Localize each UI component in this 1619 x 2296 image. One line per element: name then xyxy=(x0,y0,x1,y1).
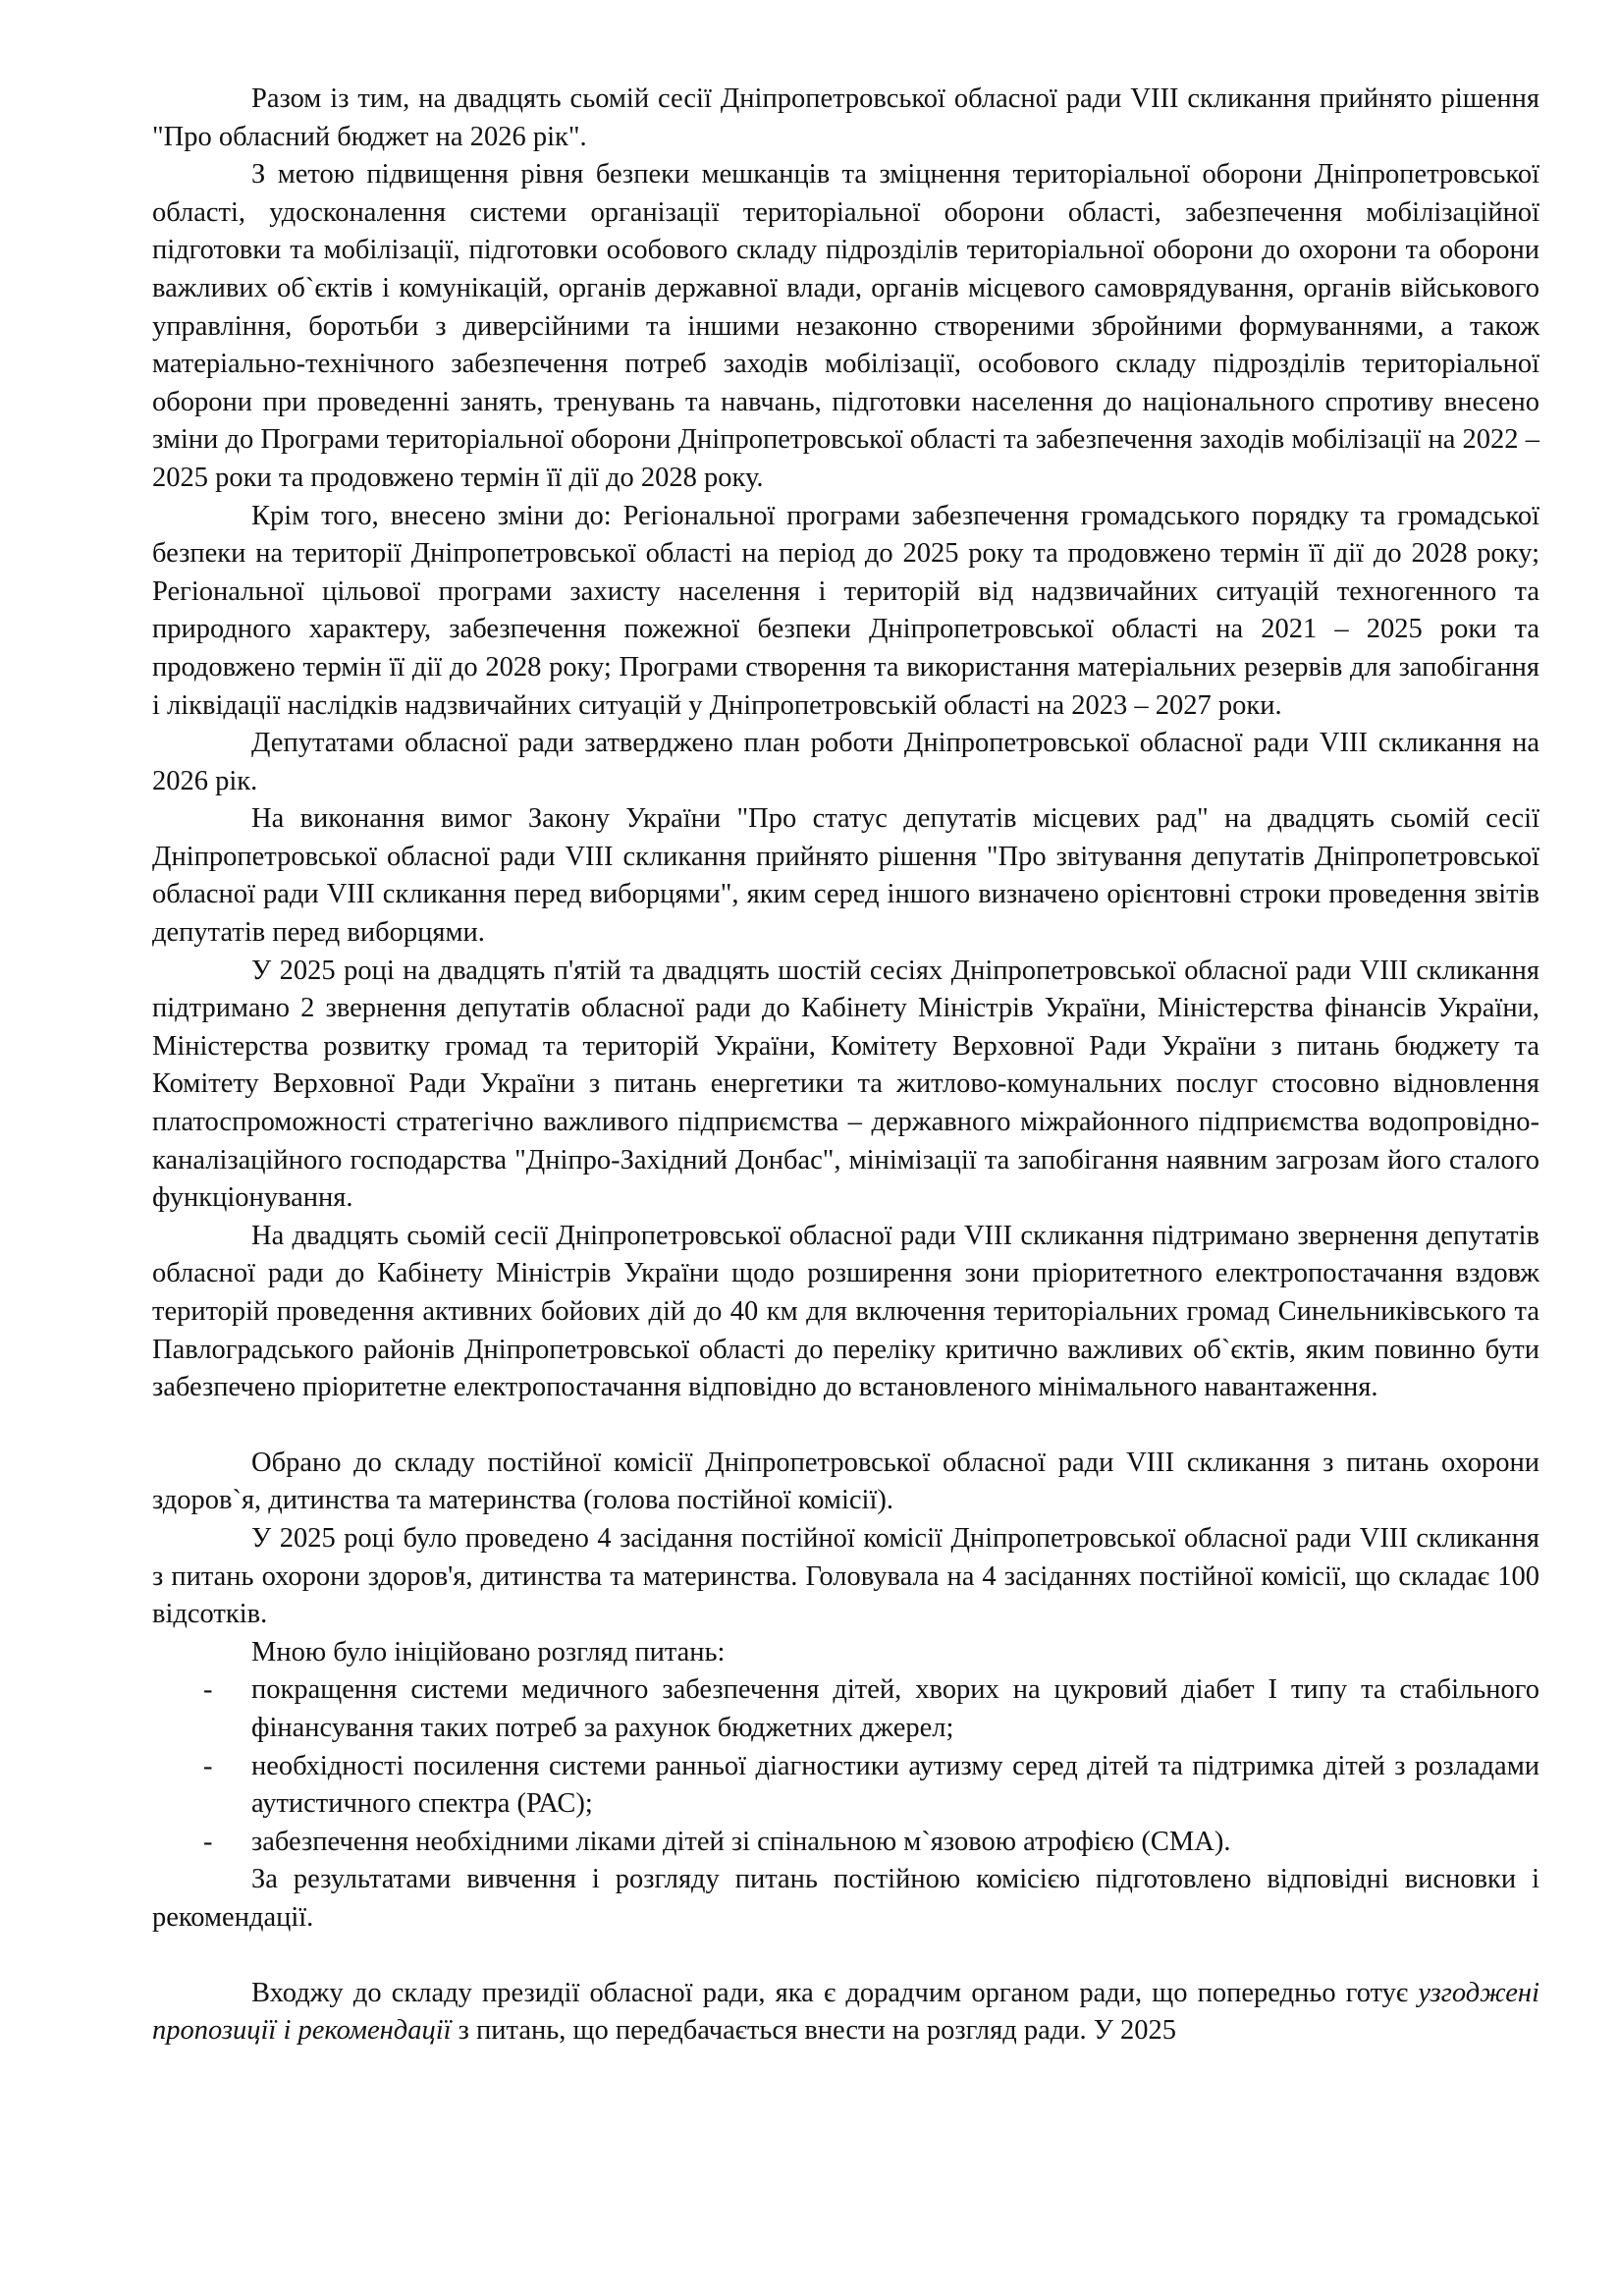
list-item-text: покращення системи медичного забезпечення дітей, хворих на цукровий діабет I типу та стабільного фінансування таких потреб за рахунок бюджетних джерел; xyxy=(251,1674,1539,1743)
paragraph-deputy-reports: На виконання вимог Закону України "Про статус депутатів місцевих рад" на двадцять сьомій сесії Дніпропетровської обласної ради VIII скликання прийнято рішення "Про звітування депутатів Дніпропетровської обласної ради VIII скликання перед виборцями", яким серед іншого визначено орієнтовні строки проведення звітів депутатів перед виборцями. xyxy=(152,803,1539,949)
list-item xyxy=(152,1671,1539,1747)
list-dash: - xyxy=(203,1674,213,1706)
paragraph-electricity-appeal: На двадцять сьомій сесії Дніпропетровської обласної ради VIII скликання підтримано звернення депутатів обласної ради до Кабінету Міністрів України щодо розширення зони пріоритетного електропостачання вздовж територій проведення активних бойових дій до 40 км для включення територіальних громад Синельниківського та Павлоградського районів Дніпропетровської області до переліку критично важливих об`єктів, яким повинно бути забезпечено пріоритетне електропостачання відповідно до встановленого мінімального навантаження. xyxy=(152,1220,1539,1403)
paragraph-presidium xyxy=(152,1975,1539,2050)
list-item-text: забезпечення необхідними ліками дітей зі спінальною м`язовою атрофією (СМА). xyxy=(251,1826,1231,1857)
initiated-issues-list xyxy=(152,1671,1539,1861)
list-item xyxy=(152,1824,1539,1862)
presidium-emphasis: узгоджені пропозиції і рекомендації xyxy=(152,1977,1539,2047)
paragraph-work-plan-2026: Депутатами обласної ради затверджено план роботи Дніпропетровської обласної ради VIII скликання на 2026 рік. xyxy=(152,728,1539,796)
paragraph-commission-meetings: У 2025 році було проведено 4 засідання постійної комісії Дніпропетровської обласної ради VIII скликання з питань охорони здоров'я, дитинства та материнства. Головувала на 4 засіданнях постійної комісії, що складає 100 відсотків. xyxy=(152,1522,1539,1630)
paragraph-commission-membership: Обрано до складу постійної комісії Дніпропетровської обласної ради VIII скликання з питань охорони здоров`я, дитинства та материнства (голова постійної комісії). xyxy=(152,1447,1539,1516)
paragraph-program-amendments: Крім того, внесено зміни до: Регіональної програми забезпечення громадського порядку та громадської безпеки на території Дніпропетровської області на період до 2025 року та продовжено термін її дії до 2028 року; Регіональної цільової програми захисту населення і територій від надзвичайних ситуацій техногенного та природного характеру, забезпечення пожежної безпеки Дніпропетровської області на 2021 – 2025 роки та продовжено термін її дії до 2028 року; Програми створення та використання матеріальних резервів для запобігання і ліквідації наслідків надзвичайних ситуацій у Дніпропетровській області на 2023 – 2027 роки. xyxy=(152,500,1539,721)
list-item-text: необхідності посилення системи ранньої діагностики аутизму серед дітей та підтримка дітей з розладами аутистичного спектра (РАС); xyxy=(251,1750,1539,1820)
presidium-text-end: з питань, що передбачається внести на розгляд ради. У 2025 xyxy=(451,2015,1177,2047)
list-item xyxy=(152,1748,1539,1824)
presidium-text-start: Входжу до складу президії обласної ради, яка є дорадчим органом ради, що попередньо готує xyxy=(251,1977,1419,2008)
list-dash: - xyxy=(203,1826,213,1857)
paragraph-initiated-issues: Мною було ініційовано розгляд питань: xyxy=(251,1636,726,1667)
document-body xyxy=(152,81,1539,2050)
list-dash: - xyxy=(203,1750,213,1781)
paragraph-commission-results: За результатами вивчення і розгляду питань постійною комісією підготовлено відповідні висновки і рекомендації. xyxy=(152,1864,1539,1933)
paragraph-water-supply-appeal: У 2025 році на двадцять п'ятій та двадцять шостій сесіях Дніпропетровської обласної ради VIII скликання підтримано 2 звернення депутатів обласної ради до Кабінету Міністрів України, Міністерства фінансів України, Міністерства розвитку громад та територій України, Комітету Верховної Ради України з питань бюджету та Комітету Верховної Ради України з питань енергетики та житлово-комунальних послуг стосовно відновлення платоспроможності стратегічно важливого підприємства – державного міжрайонного підприємства водопровідно-каналізаційного господарства "Дніпро-Західний Донбас", мінімізації та запобігання наявним загрозам його сталого функціонування. xyxy=(152,955,1539,1214)
paragraph-budget-2026: Разом із тим, на двадцять сьомій сесії Дніпропетровської обласної ради VIII скликання прийнято рішення "Про обласний бюджет на 2026 рік". xyxy=(152,83,1539,152)
paragraph-territorial-defense: З метою підвищення рівня безпеки мешканців та зміцнення територіальної оборони Дніпропетровської області, удосконалення системи організації територіальної оборони області, забезпечення мобілізаційної підготовки та мобілізації, підготовки особового складу підрозділів територіальної оборони до охорони та оборони важливих об`єктів і комунікацій, органів державної влади, органів місцевого самоврядування, органів військового управління, боротьби з диверсійними та іншими незаконно створеними збройними формуваннями, а також матеріально-технічного забезпечення потреб заходів мобілізації, особового складу підрозділів територіальної оборони при проведенні занять, тренувань та навчань, підготовки населення до національного спротиву внесено зміни до Програми територіальної оборони Дніпропетровської області та забезпечення заходів мобілізації на 2022 – 2025 роки та продовжено термін її дії до 2028 року. xyxy=(152,159,1539,493)
